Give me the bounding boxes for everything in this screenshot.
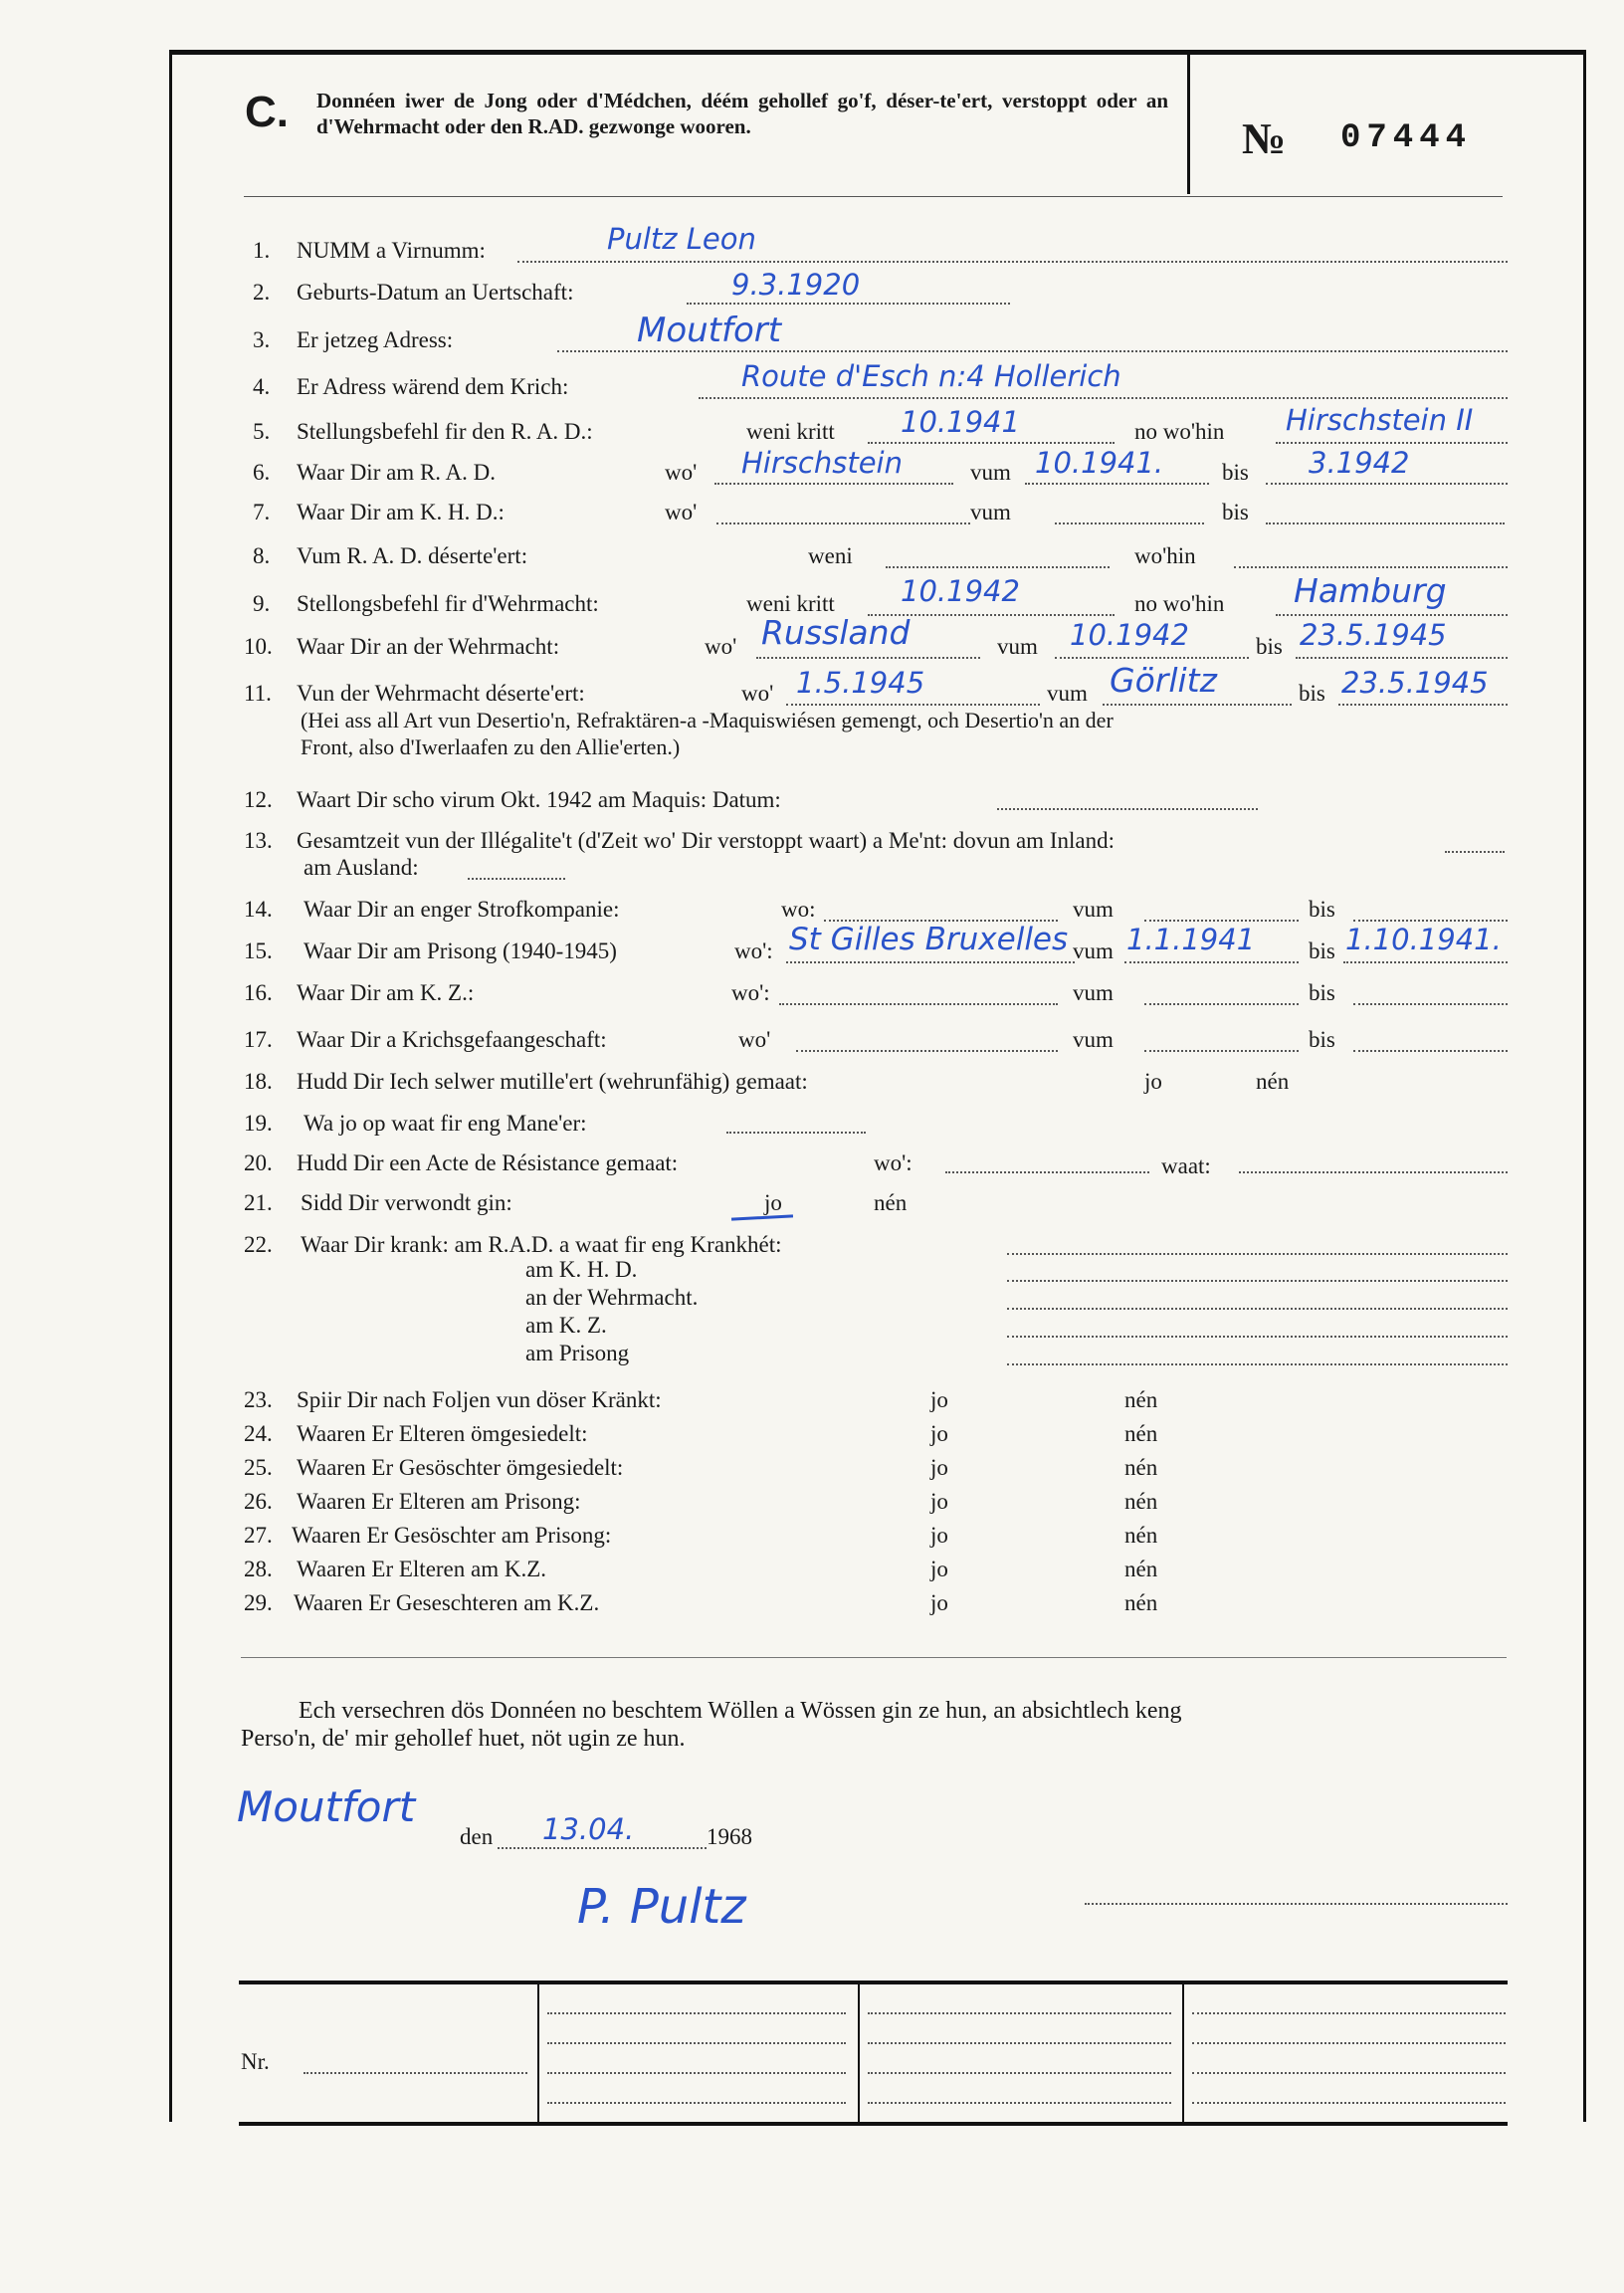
fill-line <box>1296 657 1508 659</box>
fill-line <box>756 657 980 659</box>
word-no-wohin: no wo'hin <box>1134 591 1225 616</box>
row-label: Vum R. A. D. déserte'ert: <box>297 543 528 568</box>
header-rule <box>244 196 1503 197</box>
fill-line <box>1025 483 1209 485</box>
option-nen[interactable]: nén <box>1256 1069 1290 1094</box>
option-jo[interactable]: jo <box>930 1557 948 1581</box>
handwritten-prison-from[interactable]: 1.1.1941 <box>1126 923 1256 956</box>
fill-line <box>1144 920 1299 922</box>
row-number: 29. <box>244 1590 273 1615</box>
row-number: 27. <box>244 1523 273 1548</box>
option-nen[interactable]: nén <box>1124 1421 1158 1446</box>
handwritten-desertion-place[interactable]: Görlitz <box>1110 661 1217 700</box>
footer-divider <box>1182 1984 1184 2122</box>
row-label: Spiir Dir nach Foljen vun döser Kränkt: <box>297 1387 662 1412</box>
row-label: Waar Dir am K. Z.: <box>297 980 475 1005</box>
footer-nr-label: Nr. <box>241 2049 270 2074</box>
word-wo: wo': <box>731 980 770 1005</box>
fill-line <box>1192 2102 1506 2104</box>
fill-line <box>716 522 970 524</box>
word-vum: vum <box>1073 980 1114 1005</box>
handwritten-name[interactable]: Pultz Leon <box>607 222 756 256</box>
fill-line <box>1276 442 1508 444</box>
row-number: 4. <box>253 374 271 399</box>
word-weni: weni <box>808 543 853 568</box>
fill-line <box>779 1003 1058 1005</box>
fill-line <box>1338 704 1508 706</box>
handwritten-rad-date[interactable]: 10.1941 <box>901 405 1020 439</box>
fill-line <box>945 1171 1149 1173</box>
option-jo[interactable]: jo <box>930 1455 948 1480</box>
handwritten-wehrmacht-where[interactable]: Russland <box>761 613 911 652</box>
fill-line <box>868 2102 1171 2104</box>
footer-top-rule <box>239 1980 1508 1984</box>
fill-line <box>468 878 565 880</box>
fill-line <box>796 1050 1058 1052</box>
fill-line <box>1124 961 1299 963</box>
row-number: 26. <box>244 1489 273 1514</box>
number-sign: № <box>1242 114 1287 163</box>
handwritten-wehrmacht-place[interactable]: Hamburg <box>1294 571 1447 610</box>
fill-line <box>1192 2012 1506 2014</box>
handwritten-place[interactable]: Moutfort <box>237 1782 416 1831</box>
section-rule <box>241 1657 1507 1658</box>
sub-label: am Prisong <box>525 1341 630 1365</box>
option-jo-selected[interactable]: jo <box>764 1190 782 1215</box>
word-wo: wo' <box>741 681 774 706</box>
fill-line <box>868 442 1115 444</box>
word-bis: bis <box>1309 1027 1335 1052</box>
row-number: 19. <box>244 1111 273 1136</box>
section-letter: C. <box>245 88 289 136</box>
word-vum: vum <box>1073 938 1114 963</box>
row-label: Vun der Wehrmacht déserte'ert: <box>297 681 585 706</box>
option-nen[interactable]: nén <box>1124 1455 1158 1480</box>
row-label: Stellongsbefehl fir d'Wehrmacht: <box>297 591 599 616</box>
option-nen[interactable]: nén <box>1124 1489 1158 1514</box>
row-number: 16. <box>244 980 273 1005</box>
fill-line <box>786 961 1075 963</box>
row-label: Wa jo op waat fir eng Mane'er: <box>304 1111 587 1136</box>
row-label: Waaren Er Gesöschter am Prisong: <box>292 1523 612 1548</box>
row-number: 28. <box>244 1557 273 1581</box>
row-number: 9. <box>253 591 271 616</box>
word-wo: wo': <box>874 1150 913 1175</box>
word-bis: bis <box>1299 681 1325 706</box>
row-label: Hudd Dir Iech selwer mutille'ert (wehrunfähig) gemaat: <box>297 1069 808 1094</box>
fill-line <box>1007 1363 1508 1365</box>
row-number: 24. <box>244 1421 273 1446</box>
row-number: 23. <box>244 1387 273 1412</box>
word-bis: bis <box>1222 460 1249 485</box>
row-number: 20. <box>244 1150 273 1175</box>
fill-line <box>1353 1003 1508 1005</box>
handwritten-prison-to[interactable]: 1.10.1941. <box>1345 923 1502 956</box>
fill-line <box>1007 1308 1508 1310</box>
word-wo: wo' <box>665 500 698 524</box>
handwritten-prison-where[interactable]: St Gilles Bruxelles <box>789 922 1069 957</box>
option-jo[interactable]: jo <box>930 1387 948 1412</box>
row-label: Waar Dir a Krichsgefaangeschaft: <box>297 1027 607 1052</box>
handwritten-war-address[interactable]: Route d'Esch n:4 Hollerich <box>741 359 1121 393</box>
row-label: Geburts-Datum an Uertschaft: <box>297 280 574 305</box>
row-number: 2. <box>253 280 271 305</box>
fill-line <box>547 2102 846 2104</box>
fill-line <box>1353 920 1508 922</box>
word-wo: wo' <box>705 634 737 659</box>
option-jo[interactable]: jo <box>1144 1069 1162 1094</box>
row-number: 18. <box>244 1069 273 1094</box>
fill-line <box>1239 1171 1508 1173</box>
fill-line <box>547 2072 846 2074</box>
option-nen[interactable]: nén <box>1124 1523 1158 1548</box>
handwritten-address[interactable]: Moutfort <box>637 311 782 350</box>
row-label: Waaren Er Geseschteren am K.Z. <box>294 1590 600 1615</box>
word-bis: bis <box>1256 634 1283 659</box>
row-number: 6. <box>253 460 271 485</box>
handwritten-rad-where[interactable]: Hirschstein <box>741 446 903 480</box>
year: 1968 <box>707 1824 752 1849</box>
row-number: 5. <box>253 419 271 444</box>
handwritten-wehrmacht-from[interactable]: 10.1942 <box>1070 618 1189 652</box>
row-label: Waar Dir am Prisong (1940-1945) <box>304 938 617 963</box>
fill-line <box>868 2012 1171 2014</box>
word-wo: wo': <box>734 938 773 963</box>
row-label: Hudd Dir een Acte de Résistance gemaat: <box>297 1150 679 1175</box>
word-bis: bis <box>1309 980 1335 1005</box>
row-number: 15. <box>244 938 273 963</box>
word-wo: wo' <box>665 460 698 485</box>
declaration-line-2: Perso'n, de' mir gehollef huet, nöt ugin ze hun. <box>241 1726 686 1752</box>
fill-line <box>786 704 1040 706</box>
row-label: Sidd Dir verwondt gin: <box>301 1190 512 1215</box>
word-waat: waat: <box>1161 1153 1211 1178</box>
fill-line <box>687 303 1010 305</box>
word-weni-kritt: weni kritt <box>746 419 835 444</box>
row-label: Waaren Er Elteren am K.Z. <box>297 1557 547 1581</box>
word-bis: bis <box>1309 938 1335 963</box>
word-vum: vum <box>1047 681 1088 706</box>
word-den: den <box>460 1824 494 1849</box>
row-number: 3. <box>253 327 271 352</box>
handwritten-date[interactable]: 13.04. <box>542 1812 635 1846</box>
word-vum: vum <box>997 634 1038 659</box>
row-label: Waaren Er Elteren ömgesiedelt: <box>297 1421 588 1446</box>
fill-line <box>1144 1003 1299 1005</box>
fill-line <box>1055 657 1249 659</box>
row-number: 10. <box>244 634 273 659</box>
word-weni-kritt: weni kritt <box>746 591 835 616</box>
row-number: 12. <box>244 787 273 812</box>
row-number: 21. <box>244 1190 273 1215</box>
sub-label: am K. Z. <box>525 1313 607 1338</box>
option-jo[interactable]: jo <box>930 1489 948 1514</box>
row-number: 17. <box>244 1027 273 1052</box>
row-label: Waaren Er Elteren am Prisong: <box>297 1489 581 1514</box>
fill-line <box>1266 483 1508 485</box>
fill-line <box>1343 961 1508 963</box>
row-label: Er Adress wärend dem Krich: <box>297 374 569 399</box>
option-jo[interactable]: jo <box>930 1523 948 1548</box>
fill-line <box>1192 2072 1506 2074</box>
declaration-line-1: Ech versechren dös Donnéen no beschtem Wöllen a Wössen gin ze hun, an absichtlech keng <box>299 1698 1182 1724</box>
fill-line <box>868 2072 1171 2074</box>
option-jo[interactable]: jo <box>930 1421 948 1446</box>
row-number: 14. <box>244 897 273 922</box>
fill-line <box>304 2072 527 2074</box>
option-nen[interactable]: nén <box>1124 1387 1158 1412</box>
fill-line <box>557 350 1508 352</box>
fill-line <box>1353 1050 1508 1052</box>
handwritten-wehrmacht-to[interactable]: 23.5.1945 <box>1300 618 1447 652</box>
row-label: Gesamtzeit vun der Illégalite't (d'Zeit wo' Dir verstoppt waart) a Me'nt: dovun am Inland: <box>297 828 1115 853</box>
option-nen[interactable]: nén <box>874 1190 908 1215</box>
footer-divider <box>537 1984 539 2122</box>
row-label: Waar Dir am K. H. D.: <box>297 500 505 524</box>
signature[interactable]: P. Pultz <box>577 1879 746 1935</box>
row-number: 22. <box>244 1232 273 1257</box>
row-note: Front, also d'Iwerlaafen zu den Allie'erten.) <box>301 734 681 759</box>
form-number: 07444 <box>1340 119 1473 157</box>
row-label: Waar Dir krank: am R.A.D. a waat fir eng Krankhét: <box>301 1232 782 1257</box>
row-label-2: am Ausland: <box>304 855 419 880</box>
signature-line <box>1085 1903 1508 1905</box>
row-label: Waar Dir an enger Strofkompanie: <box>304 897 620 922</box>
handwritten-desertion-to[interactable]: 23.5.1945 <box>1341 666 1489 700</box>
row-label: Stellungsbefehl fir den R. A. D.: <box>297 419 593 444</box>
row-number: 25. <box>244 1455 273 1480</box>
word-vum: vum <box>1073 1027 1114 1052</box>
fill-line <box>1007 1280 1508 1282</box>
handwritten-rad-from[interactable]: 10.1941. <box>1035 446 1164 480</box>
row-number: 8. <box>253 543 271 568</box>
fill-line <box>714 483 953 485</box>
fill-line <box>868 2042 1171 2044</box>
fill-line <box>1276 614 1508 616</box>
fill-line <box>1445 851 1505 853</box>
option-nen[interactable]: nén <box>1124 1590 1158 1615</box>
handwritten-rad-place[interactable]: Hirschstein II <box>1286 403 1474 437</box>
fill-line <box>498 1847 707 1849</box>
word-wohin: wo'hin <box>1134 543 1196 568</box>
row-note: (Hei ass all Art vun Desertio'n, Refraktären-a -Maquiswiésen gemengt, och Desertio'n an der <box>301 708 1114 732</box>
fill-line <box>1266 522 1505 524</box>
handwritten-birth[interactable]: 9.3.1920 <box>731 268 861 302</box>
row-label: Er jetzeg Adress: <box>297 327 454 352</box>
word-vum: vum <box>1073 897 1114 922</box>
row-label: Waart Dir scho virum Okt. 1942 am Maquis: Datum: <box>297 787 781 812</box>
footer-bottom-rule <box>239 2122 1508 2126</box>
row-number: 7. <box>253 500 271 524</box>
word-no-wohin: no wo'hin <box>1134 419 1225 444</box>
fill-line <box>997 808 1258 810</box>
sub-label: an der Wehrmacht. <box>525 1285 699 1310</box>
fill-line <box>1234 566 1508 568</box>
handwritten-wehrmacht-date[interactable]: 10.1942 <box>901 574 1020 608</box>
word-bis: bis <box>1222 500 1249 524</box>
header-title: Donnéen iwer de Jong oder d'Médchen, déém gehollef go'f, déser-te'ert, verstoppt oder an d'Wehrmacht oder den R.AD. gezwonge wooren. <box>316 89 1168 138</box>
fill-line <box>1192 2042 1506 2044</box>
word-bis: bis <box>1309 897 1335 922</box>
row-label: Waar Dir am R. A. D. <box>297 460 496 485</box>
fill-line <box>517 261 1508 263</box>
fill-line <box>547 2042 846 2044</box>
row-number: 13. <box>244 828 273 853</box>
option-jo[interactable]: jo <box>930 1590 948 1615</box>
row-number: 1. <box>253 238 271 263</box>
fill-line <box>1007 1253 1508 1255</box>
row-label: NUMM a Virnumm: <box>297 238 486 263</box>
word-vum: vum <box>970 460 1011 485</box>
handwritten-rad-to[interactable]: 3.1942 <box>1309 446 1410 480</box>
row-label: Waar Dir an der Wehrmacht: <box>297 634 560 659</box>
fill-line <box>1007 1336 1508 1338</box>
sub-label: am K. H. D. <box>525 1257 638 1282</box>
option-nen[interactable]: nén <box>1124 1557 1158 1581</box>
handwritten-desertion-date[interactable]: 1.5.1945 <box>796 666 925 700</box>
fill-line <box>699 397 1508 399</box>
fill-line <box>886 566 1110 568</box>
word-vum: vum <box>970 500 1011 524</box>
fill-line <box>1144 1050 1299 1052</box>
footer-divider <box>858 1984 860 2122</box>
fill-line <box>1103 704 1292 706</box>
fill-line <box>1055 522 1204 524</box>
fill-line <box>726 1132 866 1134</box>
row-number: 11. <box>244 681 272 706</box>
header-divider <box>1187 55 1190 194</box>
word-wo: wo' <box>738 1027 771 1052</box>
fill-line <box>547 2012 846 2014</box>
word-wo: wo: <box>781 897 816 922</box>
row-label: Waaren Er Gesöschter ömgesiedelt: <box>297 1455 624 1480</box>
